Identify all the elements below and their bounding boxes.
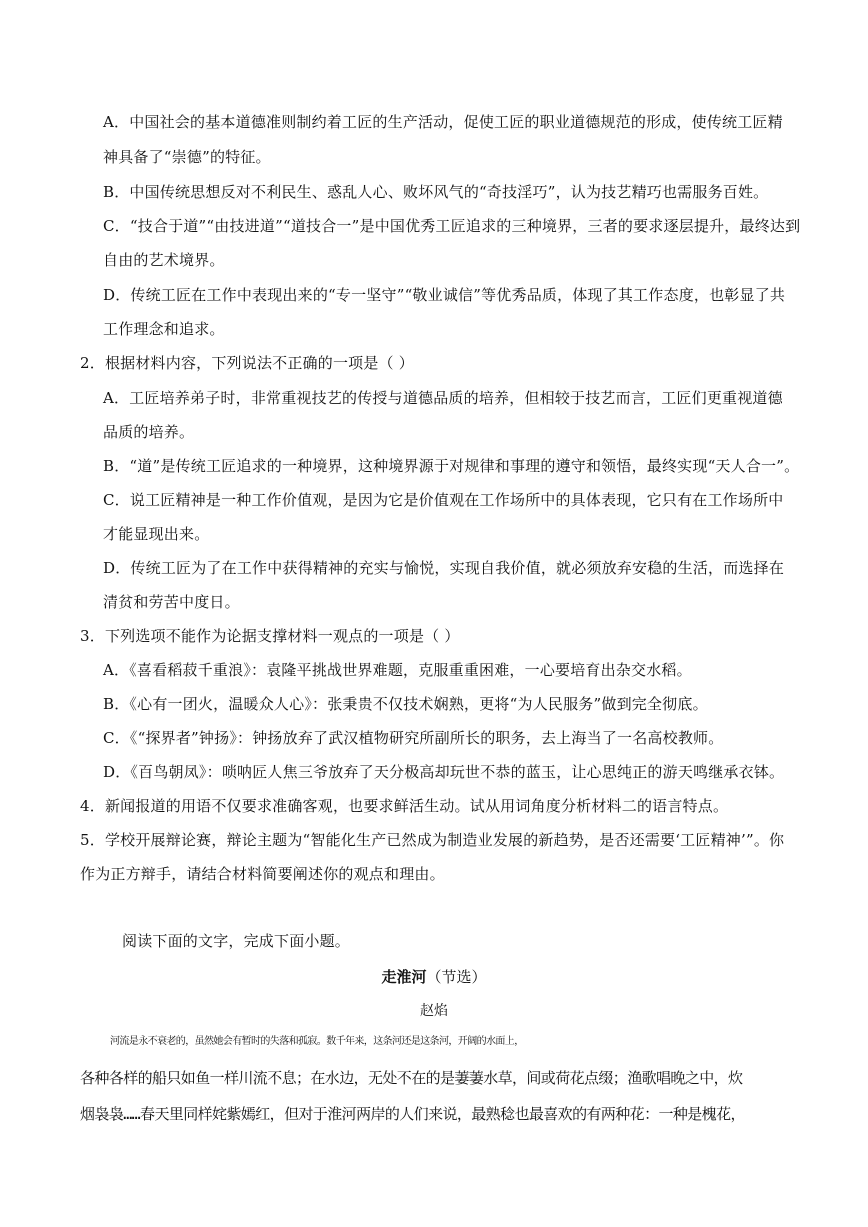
q5-line-2: 作为正方辩手，请结合材料简要阐述你的观点和理由。 — [80, 865, 445, 883]
q1-option-c-line-1: C．“技合于道”“由技进道”“道技合一”是中国优秀工匠追求的三种境界，三者的要求逐层提升，最终达到 — [103, 217, 801, 235]
q2-option-b: B．“道”是传统工匠追求的一种境界，这种境界源于对规律和事理的遵守和领悟，最终实现“天人合一”。 — [103, 457, 800, 475]
q1-option-c-line-2: 自由的艺术境界。 — [103, 251, 225, 269]
essay-line-3: 烟袅袅……春天里同样姹紫嫣红，但对于淮河两岸的人们来说，最熟稔也最喜欢的有两种花：一种是槐花， — [80, 1105, 745, 1123]
q2-option-d-line-2: 清贫和劳苦中度日。 — [103, 593, 240, 611]
q1-option-a-line-1: A．中国社会的基本道德准则制约着工匠的生产活动，促使工匠的职业道德规范的形成，使传统工匠精 — [103, 113, 783, 131]
q5-line-1: 5．学校开展辩论赛，辩论主题为“智能化生产已然成为制造业发展的新趋势，是否还需要‘工匠精神’”。你 — [80, 831, 785, 849]
q3-option-d: D．《百鸟朝凤》：唢呐匠人焦三爷放弃了天分极高却玩世不恭的蓝玉，让心思纯正的游天鸣继承衣钵。 — [103, 763, 785, 781]
reading-intro: 阅读下面的文字，完成下面小题。 — [122, 932, 351, 950]
q4-stem: 4．新闻报道的用语不仅要求准确客观，也要求鲜活生动。试从用词角度分析材料二的语言特点。 — [80, 797, 729, 815]
q3-option-b: B．《心有一团火，温暖众人心》：张秉贵不仅技术娴熟，更将“为人民服务”做到完全彻底。 — [103, 695, 708, 713]
q1-option-a-line-2: 神具备了“崇德”的特征。 — [103, 148, 271, 166]
q2-option-c-line-1: C．说工匠精神是一种工作价值观，是因为它是价值观在工作场所中的具体表现，它只有在工作场所中 — [103, 491, 784, 509]
reading-title-note: （节选） — [426, 968, 487, 986]
q2-option-a-line-2: 品质的培养。 — [103, 423, 195, 441]
q3-option-c: C．《“探界者”钟扬》：钟扬放弃了武汉植物研究所副所长的职务，去上海当了一名高校教师。 — [103, 729, 724, 747]
q3-stem: 3．下列选项不能作为论据支撑材料一观点的一项是（ ） — [80, 627, 460, 645]
q2-option-a-line-1: A．工匠培养弟子时，非常重视技艺的传授与道德品质的培养，但相较于技艺而言，工匠们更重视道德 — [103, 389, 783, 407]
q1-option-b: B．中国传统思想反对不利民生、惑乱人心、败坏风气的“奇技淫巧”，认为技艺精巧也需服务百姓。 — [103, 183, 769, 201]
q2-option-d-line-1: D．传统工匠为了在工作中获得精神的充实与愉悦，实现自我价值，就必须放弃安稳的生活，而选择在 — [103, 559, 785, 577]
q1-option-d-line-2: 工作理念和追求。 — [103, 320, 225, 338]
q1-option-d-line-1: D．传统工匠在工作中表现出来的“专一坚守”“敬业诚信”等优秀品质，体现了其工作态度，也彰显了共 — [103, 286, 786, 304]
reading-author: 赵焰 — [420, 1003, 448, 1019]
essay-line-2: 各种各样的船只如鱼一样川流不息；在水边，无处不在的是萋萋水草，间或荷花点缀；渔歌唱晚之中，炊 — [80, 1069, 743, 1087]
q3-option-a: A．《喜看稻菽千重浪》：袁隆平挑战世界难题，克服重重困难，一心要培育出杂交水稻。 — [103, 661, 692, 679]
essay-line-1: 河流是永不衰老的，虽然她会有暂时的失落和孤寂。数千年来，这条河还是这条河，开阔的水面上， — [110, 1036, 524, 1047]
q2-option-c-line-2: 才能显现出来。 — [103, 525, 210, 543]
q2-stem: 2．根据材料内容，下列说法不正确的一项是（ ） — [80, 354, 414, 372]
reading-title — [0, 967, 868, 987]
reading-title-main: 走淮河 — [381, 968, 427, 986]
